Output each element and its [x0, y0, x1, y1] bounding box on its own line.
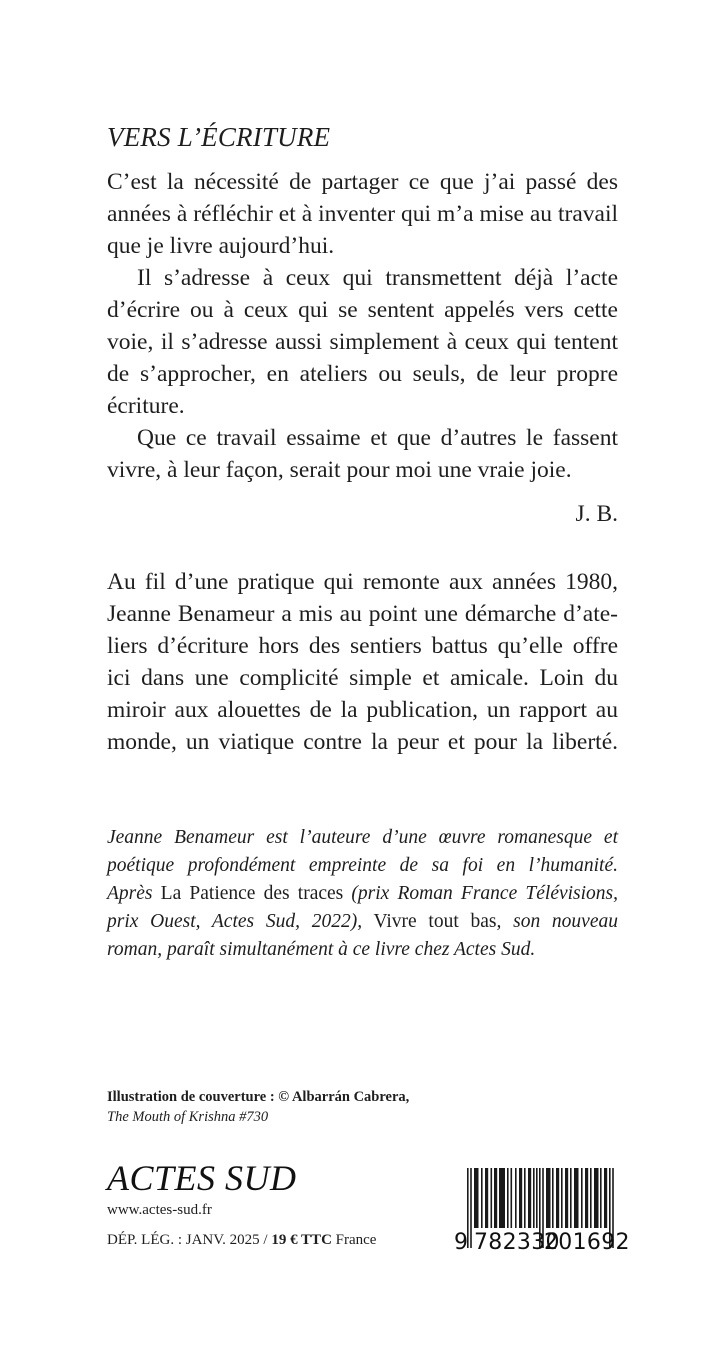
book-title-vivre-tout-bas: Vivre tout bas: [362, 911, 497, 932]
publisher-logo: ACTES SUD: [107, 1158, 297, 1198]
isbn-group-2: 201692: [544, 1230, 630, 1255]
text-line: d’écrire ou à ceux qui se sentent appelés vers cette: [107, 297, 618, 323]
author-biography: [107, 824, 618, 964]
publisher-website: www.actes-sud.fr: [107, 1202, 212, 1218]
text-line: vivre, à leur façon, serait pour moi une vraie joie.: [107, 457, 572, 483]
text-line: de s’approcher, en ateliers ou seuls, de leur propre: [107, 361, 618, 387]
preface-paragraph-2: [107, 262, 618, 422]
text-line: écriture.: [107, 393, 185, 419]
author-initials-signature: J. B.: [575, 501, 618, 527]
text-line: C’est la nécessité de partager ce que j’ai passé des: [107, 169, 618, 195]
price: 19 € TTC: [271, 1232, 332, 1248]
isbn-lead-digit: 9: [454, 1230, 468, 1255]
book-description: [107, 566, 618, 758]
text-line: roman, paraît simultanément à ce livre chez Actes Sud.: [107, 939, 536, 960]
text-line: voie, il s’adresse aussi simplement à ceux qui tentent: [107, 329, 618, 355]
text-line: Jeanne Benameur a mis au point une démarche d’ate-: [107, 601, 618, 627]
preface-paragraph-1: [107, 166, 618, 262]
text-line: monde, un viatique contre la peur et pour la liberté.: [107, 729, 618, 755]
bio-text: prix Ouest, Actes Sud, 2022),: [107, 911, 363, 932]
bio-text: (prix Roman France Télévisions,: [343, 883, 619, 904]
text-line: Au fil d’une pratique qui remonte aux années 1980,: [107, 569, 618, 595]
text-line: Jeanne Benameur est l’auteure d’une œuvre romanesque et: [107, 827, 618, 848]
isbn-barcode: [452, 1168, 630, 1260]
text-line: ici dans une complicité simple et amicale. Loin du: [107, 665, 618, 691]
bio-text: , son nouveau: [496, 911, 618, 932]
text-line: liers d’écriture hors des sentiers battus qu’elle offre: [107, 633, 618, 659]
description-paragraph: [107, 566, 618, 758]
legal-deposit: DÉP. LÉG. : JANV. 2025 /: [107, 1232, 272, 1248]
text-line: Que ce travail essaime et que d’autres le fassent: [137, 425, 618, 451]
text-line: que je livre aujourd’hui.: [107, 233, 335, 259]
text-line: années à réfléchir et à inventer qui m’a mise au travail: [107, 201, 618, 227]
author-preface: [107, 166, 618, 486]
preface-paragraph-3: [107, 422, 618, 486]
text-line: [107, 880, 618, 908]
biography-paragraph: [107, 824, 618, 964]
text-line: poétique profondément empreinte de sa foi en l’humanité.: [107, 855, 618, 876]
legal-deposit-price: [107, 1230, 376, 1250]
text-line: [107, 908, 618, 936]
cover-illustration-credit: [107, 1087, 618, 1127]
book-title-patience-des-traces: La Patience des traces: [160, 883, 344, 904]
text-line: miroir aux alouettes de la publication, un rapport au: [107, 697, 618, 723]
section-title: VERS L’ÉCRITURE: [107, 122, 331, 152]
artwork-title: The Mouth of Krishna #730: [107, 1109, 269, 1125]
isbn-group-1: 782330: [474, 1230, 560, 1255]
country: France: [331, 1232, 377, 1248]
bio-text: Après: [107, 883, 161, 904]
text-line: Il s’adresse à ceux qui transmettent déjà l’acte: [137, 265, 618, 291]
credit-label: Illustration de couverture : © Albarrán Cabrera,: [107, 1089, 410, 1105]
